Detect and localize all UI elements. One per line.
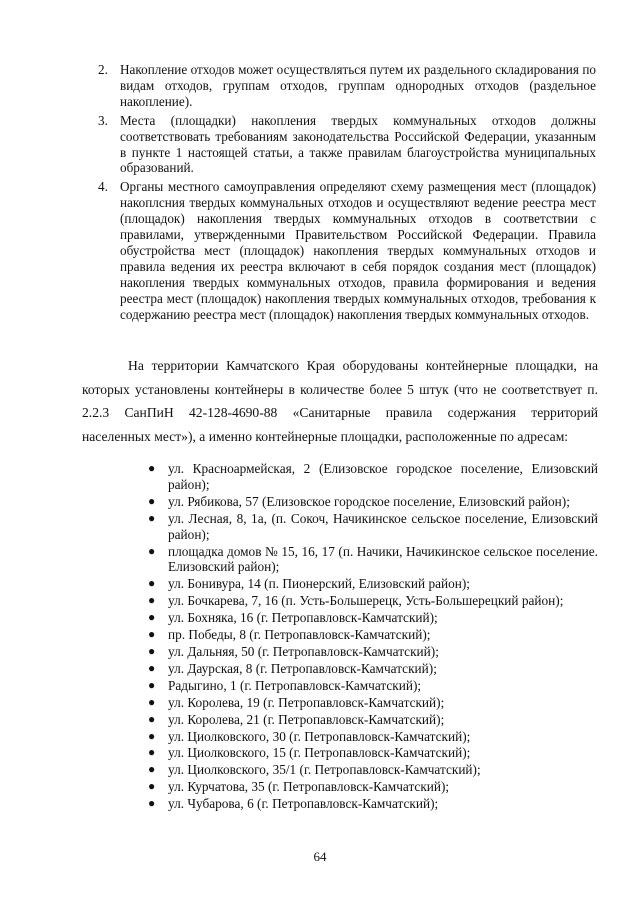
bullet-icon: ● — [148, 762, 156, 777]
bullet-icon: ● — [148, 543, 156, 558]
address-text: ул. Лесная, 8, 1а, (п. Сокоч, Начикинское сельское поселение, Елизовский район); — [168, 510, 598, 542]
address-list-item — [148, 544, 598, 576]
address-text: ул. Рябикова, 57 (Елизовское городское поселение, Елизовский район); — [168, 493, 570, 509]
bullet-icon: ● — [148, 461, 156, 475]
address-text: ул. Даурская, 8 (г. Петропавловск-Камчатский); — [168, 660, 437, 676]
body-paragraph: На территории Камчатского Края оборудованы контейнерные площадки, на которых установлены контейнеры в количестве более 5 штук (что не соответствует п. 2.2.3 СанПиН 42-128-4690-88 «Санитарные правила содержания территорий населенных мест»), а именно контейнерные площадки, расположенные по адресам: — [82, 358, 598, 444]
address-list-item — [148, 610, 598, 626]
address-text: ул. Циолковского, 15 (г. Петропавловск-Камчатский); — [168, 745, 471, 761]
address-list-item — [148, 729, 598, 745]
address-text: ул. Королева, 19 (г. Петропавловск-Камчатский); — [168, 694, 445, 710]
address-text: ул. Курчатова, 35 (г. Петропавловск-Камчатский); — [168, 779, 450, 795]
address-list-item — [148, 796, 598, 812]
address-list-item — [148, 678, 598, 694]
address-list — [148, 461, 598, 813]
numbered-item — [98, 62, 596, 110]
page-number: 64 — [313, 849, 327, 864]
address-list-item — [148, 695, 598, 711]
bullet-icon: ● — [148, 610, 156, 625]
bullet-icon: ● — [148, 510, 156, 525]
item-text: Места (площадки) накопления твердых коммунальных отходов должны соответствовать требованиям законодательства Российской Федерации, указанным в пункте 1 настоящей статьи, а также правилам благоустройства муниципальных образований. — [120, 112, 596, 176]
item-text: Накопление отходов может осуществляться путем их раздельного складирования по видам отходов, группам отходов, группам однородных отходов (раздельное накопление). — [120, 62, 596, 109]
bullet-icon: ● — [148, 677, 156, 692]
bullet-icon: ● — [148, 627, 156, 642]
address-text: ул. Дальняя, 50 (г. Петропавловск-Камчатский); — [168, 643, 439, 659]
address-text: ул. Бохняка, 16 (г. Петропавловск-Камчатский); — [168, 610, 438, 626]
bullet-icon: ● — [148, 711, 156, 726]
address-text: ул. Циолковского, 35/1 (г. Петропавловск-Камчатский); — [168, 762, 481, 778]
address-list-item — [148, 461, 598, 493]
bullet-icon: ● — [148, 745, 156, 760]
item-number: 3. — [98, 112, 108, 128]
bullet-icon: ● — [148, 493, 156, 508]
item-number: 4. — [98, 179, 108, 195]
address-list-item — [148, 494, 598, 510]
address-text: ул. Чубарова, 6 (г. Петропавловск-Камчатский); — [168, 796, 439, 812]
address-list-item — [148, 712, 598, 728]
bullet-icon: ● — [148, 660, 156, 675]
address-list-item — [148, 661, 598, 677]
address-text: ул. Бонивура, 14 (п. Пионерский, Елизовский район); — [168, 576, 470, 592]
bullet-icon: ● — [148, 779, 156, 794]
address-list-item — [148, 779, 598, 795]
bullet-icon: ● — [148, 728, 156, 743]
bullet-icon: ● — [148, 796, 156, 811]
address-list-item — [148, 576, 598, 592]
address-text: Радыгино, 1 (г. Петропавловск-Камчатский); — [168, 677, 422, 693]
bullet-icon: ● — [148, 694, 156, 709]
address-text: ул. Бочкарева, 7, 16 (п. Усть-Большерецк, Усть-Большерецкий район); — [168, 593, 564, 609]
bullet-icon: ● — [148, 643, 156, 658]
address-list-item — [148, 745, 598, 761]
numbered-list — [98, 62, 596, 326]
address-text: ул. Циолковского, 30 (г. Петропавловск-Камчатский); — [168, 728, 471, 744]
bullet-icon: ● — [148, 593, 156, 608]
bullet-icon: ● — [148, 576, 156, 591]
address-list-item — [148, 627, 598, 643]
address-list-item — [148, 511, 598, 543]
address-list-item — [148, 762, 598, 778]
address-text: пр. Победы, 8 (г. Петропавловск-Камчатский); — [168, 627, 431, 643]
address-list-item — [148, 593, 598, 609]
item-number: 2. — [98, 62, 108, 77]
address-list-item — [148, 644, 598, 660]
address-text: ул. Красноармейская, 2 (Елизовское городское поселение, Елизовский район); — [168, 461, 598, 492]
numbered-item — [98, 113, 596, 177]
address-text: ул. Королева, 21 (г. Петропавловск-Камчатский); — [168, 711, 445, 727]
numbered-item — [98, 179, 596, 322]
address-text: площадка домов № 15, 16, 17 (п. Начики, Начикинское сельское поселение. Елизовский район); — [168, 543, 598, 575]
item-text: Органы местного самоуправления определяют схему размещения мест (площадок) накоплсния твердых коммунальных отходов и осуществляют ведение реестра мест (площадок) накопления твердых коммунальных отходов в соответствии с правилами, утвержденными Правительством Российской Федерации. Правила обустройства мест (площадок) накопления твердых коммунальных отходов и правила ведения их реестра включают в себя порядок создания мест (площадок) накопления твердых коммунальных отходов, правила формирования и ведения реестра мест (площадок) накопления твердых коммунальных отходов, требования к содержанию реестра мест (площадок) накопления твердых коммунальных отходов. — [120, 179, 596, 322]
